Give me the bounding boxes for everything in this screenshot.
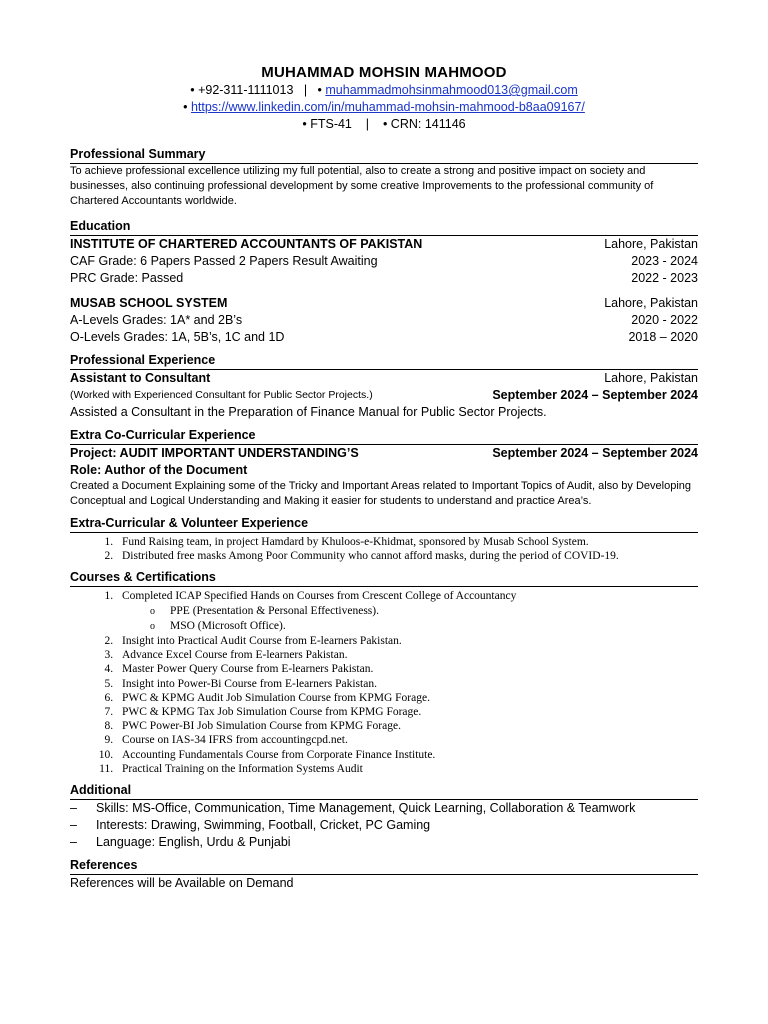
additional-list xyxy=(70,800,698,851)
list-item: 2. Insight into Practical Audit Course from E-learners Pakistan. xyxy=(116,634,698,648)
role-row xyxy=(70,370,698,387)
education-entry xyxy=(70,236,698,253)
section-title: Extra-Curricular & Volunteer Experience xyxy=(70,515,698,533)
dash: – xyxy=(70,835,77,850)
extra-section xyxy=(70,427,698,509)
references-section xyxy=(70,857,698,892)
courses-list xyxy=(70,589,698,776)
grade: O-Levels Grades: 1A, 5B’s, 1C and 1D xyxy=(70,330,285,344)
separator: | xyxy=(303,83,308,97)
list-item xyxy=(70,817,698,834)
additional-section xyxy=(70,782,698,851)
description: Created a Document Explaining some of the Tricky and Important Areas related to Important Topics of Audit, also by Developing Conceptual and Logical Understanding and Making it easier for students to understand and practice Area’s. xyxy=(70,480,692,507)
section-title: Education xyxy=(70,218,698,236)
section-title: Extra Co-Curricular Experience xyxy=(70,427,698,445)
section-title: References xyxy=(70,857,698,875)
list-item: 5. Insight into Power-Bi Course from E-learners Pakistan. xyxy=(116,677,698,691)
list-item: 4. Master Power Query Course from E-learners Pakistan. xyxy=(116,662,698,676)
note: (Worked with Experienced Consultant for Public Sector Projects.) xyxy=(70,389,373,401)
grade-row xyxy=(70,312,698,329)
item-text: Skills: MS-Office, Communication, Time Management, Quick Learning, Collaboration & Teamwork xyxy=(96,801,636,816)
education-entry xyxy=(70,295,698,312)
years: 2018 – 2020 xyxy=(628,330,698,344)
list-item: 1. Fund Raising team, in project Hamdard by Khuloos-e-Khidmat, sponsored by Musab School System. xyxy=(116,535,698,549)
spacer xyxy=(70,287,698,295)
dash: – xyxy=(70,818,77,833)
volunteer-list xyxy=(70,535,698,563)
sub-item: o PPE (Presentation & Personal Effectiveness). xyxy=(144,604,698,619)
section-title: Additional xyxy=(70,782,698,800)
description: Assisted a Consultant in the Preparation of Finance Manual for Public Sector Projects. xyxy=(70,405,547,419)
references-text: References will be Available on Demand xyxy=(70,876,294,891)
email-link[interactable]: muhammadmohsinmahmood013@gmail.com xyxy=(325,83,578,97)
section-title: Professional Experience xyxy=(70,352,698,370)
fts: • FTS-41 xyxy=(302,117,352,131)
education-section xyxy=(70,218,698,346)
list-item xyxy=(70,800,698,817)
section-title: Professional Summary xyxy=(70,146,698,164)
courses-section xyxy=(70,569,698,776)
contact-line-3 xyxy=(70,116,698,133)
dates: September 2024 – September 2024 xyxy=(492,446,698,460)
project-row xyxy=(70,445,698,462)
experience-section xyxy=(70,352,698,421)
resume-page xyxy=(70,60,698,892)
list-item: 10. Accounting Fundamentals Course from Corporate Finance Institute. xyxy=(116,748,698,762)
note-row xyxy=(70,387,698,404)
candidate-name: MUHAMMAD MOHSIN MAHMOOD xyxy=(261,64,507,81)
course: Completed ICAP Specified Hands on Courses from Crescent College of Accountancy xyxy=(122,590,517,603)
crn: • CRN: 141146 xyxy=(382,117,466,131)
volunteer-section xyxy=(70,515,698,563)
grade: CAF Grade: 6 Papers Passed 2 Papers Result Awaiting xyxy=(70,254,378,268)
dates: September 2024 – September 2024 xyxy=(492,388,698,402)
sub-item: o MSO (Microsoft Office). xyxy=(144,619,698,634)
list-item: 3. Advance Excel Course from E-learners Pakistan. xyxy=(116,648,698,662)
list-item: 8. PWC Power-BI Job Simulation Course from KPMG Forage. xyxy=(116,719,698,733)
years: 2023 - 2024 xyxy=(631,254,698,268)
sub-list xyxy=(122,604,698,634)
bullet: • xyxy=(183,100,188,114)
separator: | xyxy=(365,117,370,131)
list-item: 7. PWC & KPMG Tax Job Simulation Course from KPMG Forage. xyxy=(116,705,698,719)
bullet: • xyxy=(317,83,322,97)
contact-line-2 xyxy=(70,99,698,116)
summary-section xyxy=(70,146,698,209)
linkedin-link[interactable]: https://www.linkedin.com/in/muhammad-mohsin-mahmood-b8aa09167/ xyxy=(190,100,585,114)
grade: PRC Grade: Passed xyxy=(70,271,184,285)
location: Lahore, Pakistan xyxy=(604,237,698,251)
item-text: Language: English, Urdu & Punjabi xyxy=(96,835,291,850)
location: Lahore, Pakistan xyxy=(604,371,698,385)
list-item: 6. PWC & KPMG Audit Job Simulation Course from KPMG Forage. xyxy=(116,691,698,705)
role: Assistant to Consultant xyxy=(70,371,211,385)
list-item: 2. Distributed free masks Among Poor Community who cannot afford masks, during the period of COVID-19. xyxy=(116,549,698,563)
section-title: Courses & Certifications xyxy=(70,569,698,587)
location: Lahore, Pakistan xyxy=(604,296,698,310)
phone: • +92-311-1111013 xyxy=(190,83,294,97)
years: 2022 - 2023 xyxy=(631,271,698,285)
list-item: 11. Practical Training on the Information Systems Audit xyxy=(116,762,698,776)
list-item: 9. Course on IAS-34 IFRS from accountingcpd.net. xyxy=(116,733,698,747)
dash: – xyxy=(70,801,77,816)
contact-line-1 xyxy=(70,82,698,99)
project: Project: AUDIT IMPORTANT UNDERSTANDING’S xyxy=(70,446,359,460)
grade-row xyxy=(70,253,698,270)
summary-text: To achieve professional excellence utilizing my full potential, also to create a strong and positive impact on society and businesses, also continuing professional development by some creative Improvements to the professional community of Chartered Accountants worldwide. xyxy=(70,165,654,207)
list-item xyxy=(116,589,698,634)
grade: A-Levels Grades: 1A* and 2B’s xyxy=(70,313,243,327)
item-text: Interests: Drawing, Swimming, Football, Cricket, PC Gaming xyxy=(96,818,431,833)
institution: MUSAB SCHOOL SYSTEM xyxy=(70,296,228,310)
grade-row xyxy=(70,270,698,287)
institution: INSTITUTE OF CHARTERED ACCOUNTANTS OF PAKISTAN xyxy=(70,237,423,251)
role: Role: Author of the Document xyxy=(70,463,248,477)
grade-row xyxy=(70,329,698,346)
list-item xyxy=(70,834,698,851)
years: 2020 - 2022 xyxy=(631,313,698,327)
